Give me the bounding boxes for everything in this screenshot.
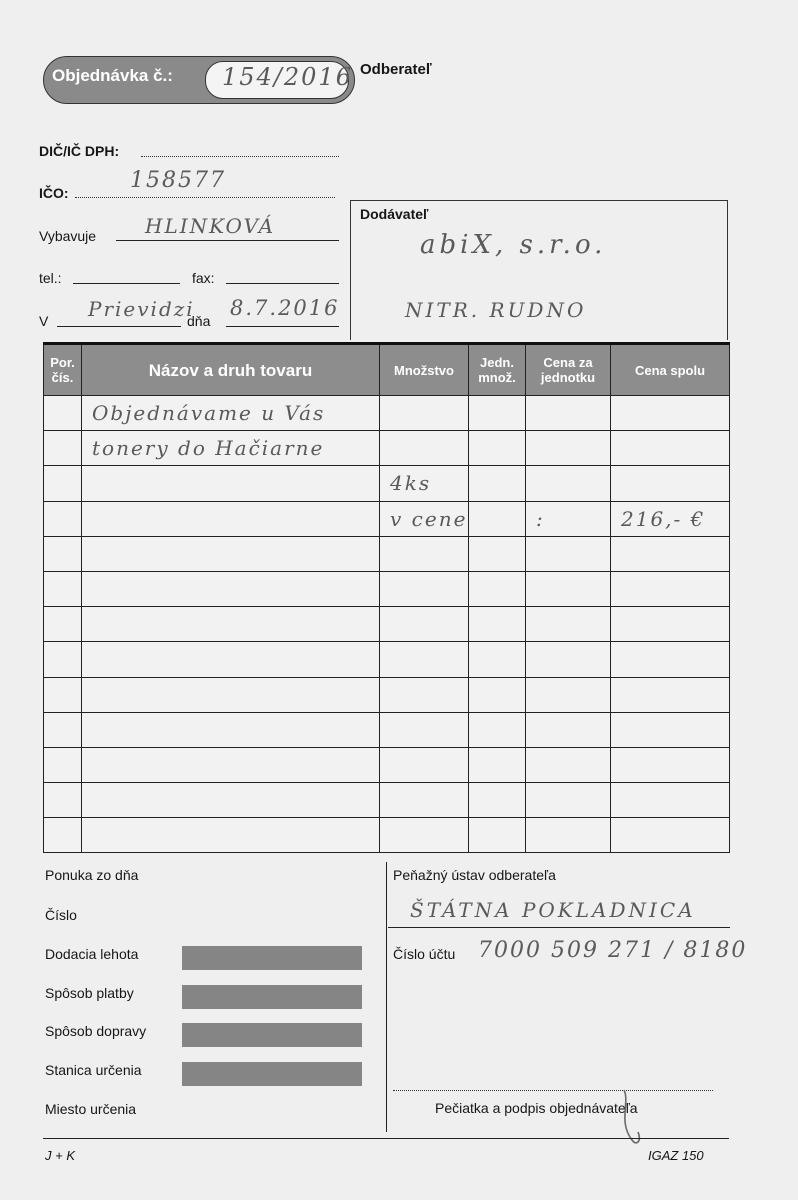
tel-field[interactable] [73,283,180,284]
cell-unit-price-text [526,788,536,812]
cell-unit[interactable] [469,783,526,818]
cell-total[interactable] [611,431,730,466]
cell-unit-price-text [526,823,536,847]
header-qty: Množstvo [380,344,469,396]
cell-name[interactable] [82,642,380,677]
cell-qty-text [380,612,390,636]
table-row [44,677,730,712]
table-row [44,501,730,536]
supplier-heading: Dodávateľ [360,206,429,222]
order-number-value: 154/2016 [222,63,353,91]
company-id-field[interactable] [75,197,335,198]
cell-name[interactable] [82,818,380,853]
cell-unit[interactable] [469,466,526,501]
cell-no-text [44,436,54,460]
destination-station-field [182,1062,362,1086]
bank-value: ŠTÁTNA POKLADNICA [410,898,696,922]
transport-method-field [182,1023,362,1047]
offer-date-label: Ponuka zo dňa [45,867,139,883]
cell-total[interactable] [611,818,730,853]
cell-total[interactable] [611,501,730,536]
payment-method-label: Spôsob platby [45,985,134,1001]
cell-no-text [44,542,54,566]
cell-total-text [611,683,621,707]
cell-unit-text [469,471,479,495]
cell-unit[interactable] [469,571,526,606]
table-row [44,466,730,501]
tel-label: tel.: [39,270,62,286]
header-unit: Jedn. množ. [469,344,526,396]
account-label: Číslo účtu [393,946,456,962]
delivery-time-label: Dodacia lehota [45,946,139,962]
cell-unit-price-text [526,683,536,707]
cell-qty[interactable] [380,642,469,677]
cell-no[interactable] [44,607,82,642]
cell-total[interactable] [611,783,730,818]
place-value: Prievidzi [88,297,195,321]
cell-unit-price[interactable] [526,396,611,431]
cell-qty-text [380,647,390,671]
cell-total[interactable] [611,536,730,571]
cell-unit[interactable] [469,642,526,677]
table-row [44,783,730,818]
cell-unit-price-text [526,471,536,495]
cell-qty-text: 4ks [390,471,432,496]
place-field[interactable] [57,326,181,327]
cell-no[interactable] [44,396,82,431]
cell-unit-price-text [526,718,536,742]
cell-qty[interactable] [380,818,469,853]
cell-total-text [611,471,621,495]
cell-total[interactable] [611,396,730,431]
bank-label: Peňažný ústav odberateľa [393,867,556,883]
cell-total[interactable] [611,642,730,677]
cell-unit-price[interactable] [526,431,611,466]
cell-unit-text [469,647,479,671]
cell-name[interactable] [82,431,380,466]
table-row [44,642,730,677]
destination-place-label: Miesto určenia [45,1101,137,1117]
cell-unit-price[interactable] [526,642,611,677]
cell-unit-price-text [526,577,536,601]
cell-total-text [611,401,621,425]
cell-unit-price-text: : [536,506,545,531]
cell-unit-price-text [526,753,536,777]
date-field[interactable] [226,326,339,327]
cell-unit-text [469,577,479,601]
date-value: 8.7.2016 [230,296,340,320]
cell-total[interactable] [611,712,730,747]
fax-field[interactable] [226,283,339,284]
cell-unit[interactable] [469,501,526,536]
signature-mark [612,1082,652,1157]
cell-unit-price[interactable] [526,501,611,536]
cell-qty-text [380,683,390,707]
cell-qty-text [380,718,390,742]
cell-qty[interactable] [380,712,469,747]
items-table-header [44,344,730,396]
cell-no-text [44,753,54,777]
cell-unit-price-text [526,612,536,636]
cell-unit-text [469,718,479,742]
cell-unit[interactable] [469,677,526,712]
cell-qty[interactable] [380,501,469,536]
cell-total-text [611,823,621,847]
cell-no-text [44,401,54,425]
cell-qty-text [380,788,390,812]
items-table [43,342,730,853]
cell-no-text [44,577,54,601]
cell-unit-text [469,753,479,777]
cell-name[interactable] [82,783,380,818]
buyer-heading: Odberateľ [360,61,432,78]
cell-name-text: Objednávame u Vás [92,401,326,426]
cell-total-text [611,612,621,636]
account-value: 7000 509 271 / 8180 [478,938,748,963]
cell-qty[interactable] [380,677,469,712]
cell-unit-text [469,507,479,531]
cell-unit-price-text [526,542,536,566]
delivery-time-field [182,946,362,970]
handled-by-value: HLINKOVÁ [145,214,276,238]
cell-unit-price[interactable] [526,571,611,606]
cell-no[interactable] [44,712,82,747]
cell-unit[interactable] [469,396,526,431]
vat-id-field[interactable] [141,156,339,157]
cell-name[interactable] [82,677,380,712]
cell-no[interactable] [44,642,82,677]
cell-total[interactable] [611,466,730,501]
cell-qty[interactable] [380,607,469,642]
cell-name-text [82,577,92,601]
header-total: Cena spolu [611,344,730,396]
place-label: V [39,313,49,329]
cell-total[interactable] [611,607,730,642]
cell-no-text [44,718,54,742]
cell-qty-text [380,436,390,460]
cell-no[interactable] [44,747,82,782]
cell-name[interactable] [82,712,380,747]
table-row [44,607,730,642]
cell-no-text [44,471,54,495]
handled-by-label: Vybavuje [39,228,97,244]
cell-unit-price[interactable] [526,536,611,571]
cell-no[interactable] [44,677,82,712]
cell-name[interactable] [82,747,380,782]
cell-total[interactable] [611,571,730,606]
vat-id-label: DIČ/IČ DPH: [39,143,120,159]
cell-qty[interactable] [380,783,469,818]
cell-name-text [82,647,92,671]
cell-qty[interactable] [380,536,469,571]
cell-qty-text [380,823,390,847]
cell-no-text [44,788,54,812]
cell-unit[interactable] [469,747,526,782]
cell-total-text: 216,- € [621,506,706,531]
cell-name-text [82,612,92,636]
cell-no-text [44,647,54,671]
cell-no-text [44,683,54,707]
cell-name[interactable] [82,396,380,431]
signature-line[interactable] [393,1090,713,1091]
cell-no[interactable] [44,431,82,466]
cell-unit-price[interactable] [526,783,611,818]
cell-no[interactable] [44,501,82,536]
cell-total-text [611,577,621,601]
cell-qty[interactable] [380,747,469,782]
cell-unit[interactable] [469,712,526,747]
cell-name-text [82,507,92,531]
cell-unit-price[interactable] [526,677,611,712]
cell-unit-price[interactable] [526,712,611,747]
cell-unit-price-text [526,647,536,671]
cell-name-text [82,753,92,777]
cell-name[interactable] [82,466,380,501]
cell-qty-text [380,753,390,777]
number-label: Číslo [45,907,77,923]
cell-name-text [82,823,92,847]
company-id-label: IČO: [39,185,69,201]
cell-qty-text [380,577,390,601]
cell-no-text [44,507,54,531]
cell-unit-text [469,436,479,460]
cell-no-text [44,612,54,636]
cell-total[interactable] [611,677,730,712]
cell-name-text [82,683,92,707]
cell-qty[interactable] [380,431,469,466]
table-row [44,536,730,571]
cell-unit-price-text [526,401,536,425]
cell-qty[interactable] [380,571,469,606]
cell-no[interactable] [44,536,82,571]
cell-unit-price[interactable] [526,466,611,501]
payment-method-field [182,985,362,1009]
cell-unit-text [469,612,479,636]
footer-right: IGAZ 150 [648,1148,704,1163]
cell-no[interactable] [44,818,82,853]
bottom-divider [386,862,387,1132]
cell-total-text [611,753,621,777]
table-row [44,747,730,782]
cell-no[interactable] [44,571,82,606]
cell-unit-price-text [526,436,536,460]
cell-unit-price[interactable] [526,607,611,642]
bank-field-line[interactable] [388,927,730,928]
header-name: Názov a druh tovaru [82,344,380,396]
cell-unit[interactable] [469,431,526,466]
cell-total-text [611,647,621,671]
signature-label: Pečiatka a podpis objednávateľa [435,1100,638,1116]
cell-qty-text [380,401,390,425]
cell-unit-price[interactable] [526,818,611,853]
fax-label: fax: [192,270,215,286]
cell-unit[interactable] [469,607,526,642]
cell-name-text [82,718,92,742]
cell-total[interactable] [611,747,730,782]
transport-method-label: Spôsob dopravy [45,1023,147,1039]
cell-unit-text [469,823,479,847]
footer-rule [43,1138,729,1139]
company-id-value: 158577 [130,168,226,193]
cell-unit-text [469,401,479,425]
cell-name-text [82,788,92,812]
cell-total-text [611,436,621,460]
destination-station-label: Stanica určenia [45,1062,142,1078]
cell-qty-text [380,542,390,566]
cell-no[interactable] [44,783,82,818]
cell-unit-text [469,788,479,812]
cell-name[interactable] [82,607,380,642]
table-row [44,571,730,606]
supplier-name: abiX, s.r.o. [420,230,607,260]
table-row [44,431,730,466]
cell-total-text [611,718,621,742]
cell-unit-text [469,683,479,707]
cell-unit[interactable] [469,536,526,571]
footer-left: J + K [45,1148,75,1163]
cell-name-text [82,471,92,495]
cell-unit[interactable] [469,818,526,853]
cell-total-text [611,788,621,812]
cell-no-text [44,823,54,847]
table-row [44,396,730,431]
header-no: Por. čís. [44,344,82,396]
cell-qty-text: v cene [390,506,468,531]
cell-name[interactable] [82,501,380,536]
cell-qty[interactable] [380,466,469,501]
cell-name[interactable] [82,571,380,606]
cell-name[interactable] [82,536,380,571]
cell-name-text: tonery do Hačiarne [92,436,325,461]
table-row [44,712,730,747]
cell-unit-price[interactable] [526,747,611,782]
cell-name-text [82,542,92,566]
cell-unit-text [469,542,479,566]
date-label: dňa [187,313,211,329]
order-number-label: Objednávka č.: [52,66,173,85]
header-unit-price: Cena za jednotku [526,344,611,396]
cell-no[interactable] [44,466,82,501]
cell-total-text [611,542,621,566]
table-row [44,818,730,853]
cell-qty[interactable] [380,396,469,431]
handled-by-field[interactable] [116,240,339,241]
supplier-address: NITR. RUDNO [405,298,587,322]
